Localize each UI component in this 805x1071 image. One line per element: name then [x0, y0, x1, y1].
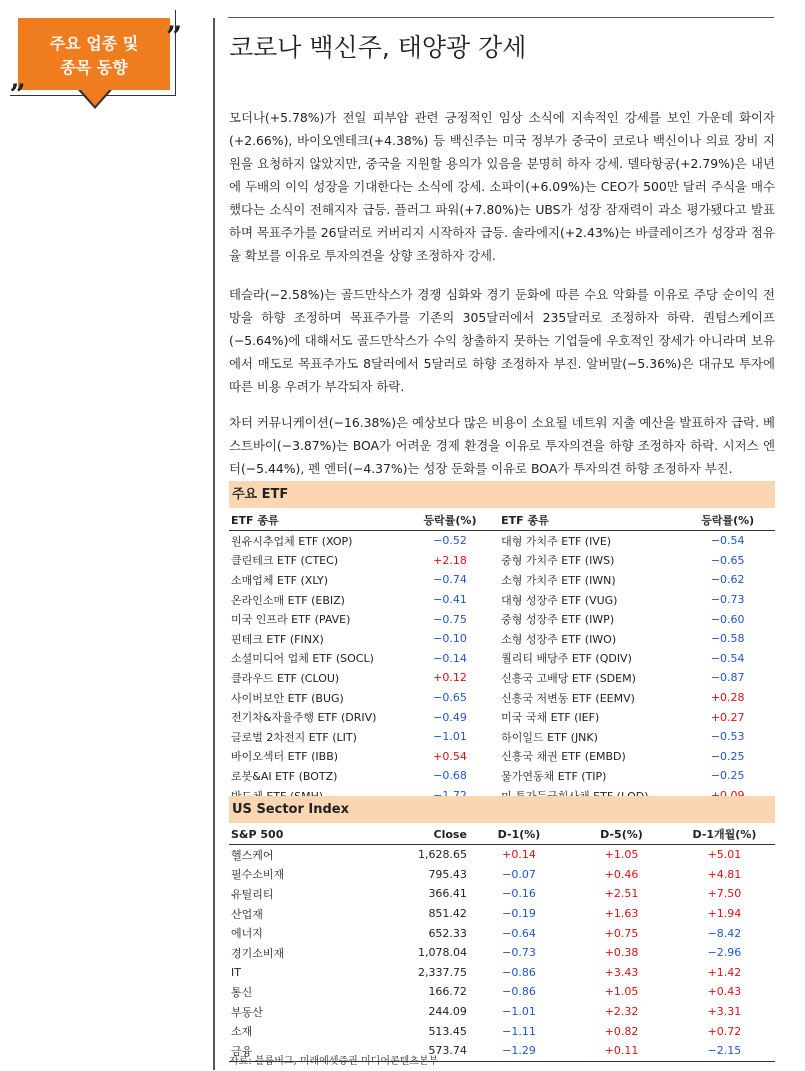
sector-change-cell: +0.14: [502, 848, 536, 862]
etf-change-cell: −0.68: [433, 769, 467, 783]
etf-col-name-1: ETF 종류: [229, 510, 401, 531]
etf-change-cell: −0.41: [433, 593, 467, 607]
sector-change-cell: −0.86: [502, 985, 536, 999]
sector-change-cell: +0.46: [604, 867, 639, 881]
etf-change-cell: +0.54: [433, 749, 467, 763]
etf-change-cell: +0.27: [710, 710, 745, 724]
sector-name-cell: 유틸리티: [231, 887, 274, 901]
sector-close-cell: 851.42: [428, 907, 467, 921]
etf-table-row: [229, 551, 775, 571]
etf-header-row: [229, 510, 775, 531]
etf-change-cell: −0.87: [710, 671, 745, 685]
etf-name-cell: 미국 인프라 ETF (PAVE): [231, 613, 351, 627]
etf-table-row: [229, 707, 775, 727]
sector-change-cell: −0.64: [502, 926, 536, 940]
sector-name-cell: IT: [231, 965, 241, 979]
etf-table-row: [229, 668, 775, 688]
etf-name-cell: 글로벌 2차전지 ETF (LIT): [231, 730, 357, 744]
etf-name-cell: 신흥국 고배당 ETF (SDEM): [501, 671, 636, 685]
sector-change-cell: +2.32: [604, 1005, 639, 1019]
etf-name-cell: 바이오섹터 ETF (IBB): [231, 750, 339, 764]
etf-name-cell: 원유시추업체 ETF (XOP): [231, 534, 353, 548]
etf-name-cell: 소셜미디어 업체 ETF (SOCL): [231, 652, 374, 666]
etf-table-row: [229, 688, 775, 708]
sector-col-m1: D-1개월(%): [674, 824, 775, 845]
badge-tail: [81, 90, 109, 106]
sector-close-cell: 652.33: [428, 926, 467, 940]
sector-table-row: [229, 884, 775, 904]
etf-name-cell: 클라우드 ETF (CLOU): [231, 671, 340, 685]
sector-change-cell: −8.42: [707, 926, 742, 940]
etf-name-cell: 중형 성장주 ETF (IWP): [501, 613, 615, 627]
sector-name-cell: 산업재: [231, 907, 263, 921]
sector-close-cell: 366.41: [428, 887, 467, 901]
sector-header-row: [229, 824, 775, 845]
etf-change-cell: −0.60: [710, 612, 745, 626]
etf-change-cell: −0.73: [710, 593, 745, 607]
etf-change-cell: +0.28: [710, 691, 745, 705]
sector-change-cell: +1.94: [707, 907, 742, 921]
sector-table-row: [229, 963, 775, 983]
etf-change-cell: −0.74: [433, 573, 467, 587]
sector-change-cell: +3.31: [707, 1005, 742, 1019]
etf-table-row: [229, 609, 775, 629]
etf-change-cell: −0.62: [710, 573, 745, 587]
sector-change-cell: −2.15: [674, 1041, 775, 1061]
sector-name-cell: 소재: [231, 1025, 253, 1039]
source-note: 자료: 블룸버그, 미래에셋증권 미디어콘텐츠본부: [229, 1056, 439, 1067]
top-rule: [228, 17, 774, 18]
paragraph-2: 테슬라(−2.58%)는 골드만삭스가 경쟁 심화와 경기 둔화에 따른 수요 악화를 이유로 주당 순이익 전망을 하향 조정하며 목표주가를 기존의 305달러에서 235달러로 조정하자 하락. 퀀텀스케이프(−5.64%)에 대해서도 골드만삭스가 수익 창출하지 못하는 기업들에 우호적인 장세가 아니라며 보유에서 매도로 목표주가도 8달러에서 5달러로 하향 조정하자 부진. 알버말(−5.36%)은 대규모 투자에 따른 비용 우려가 부각되자 하락.: [229, 287, 775, 394]
etf-name-cell: 소매업체 ETF (XLY): [231, 573, 328, 587]
sector-name-cell: 헬스케어: [231, 848, 274, 862]
etf-table-row: [229, 570, 775, 590]
sector-close-cell: 573.74: [377, 1041, 469, 1061]
etf-change-cell: −0.52: [433, 534, 467, 548]
sector-change-cell: −0.19: [502, 907, 536, 921]
sector-close-cell: 1,078.04: [417, 946, 467, 960]
paragraph-3: 차터 커뮤니케이션(−16.38%)은 예상보다 많은 비용이 소요될 네트워 지출 예산을 발표하자 급락. 베스트바이(−3.87%)는 BOA가 어려운 경제 환경을 이유로 투자의견을 하향 조정하자 하락. 시저스 엔터(−5.44%), 펜 엔터(−4.37%)는 성장 둔화를 이유로 BOA가 투자의견 하향 조정하자 부진.: [229, 415, 775, 476]
sector-name-cell: 경기소비재: [231, 946, 285, 960]
sector-table-row: [229, 943, 775, 963]
sector-col-d5: D-5(%): [569, 824, 674, 845]
sector-table-row: [229, 1021, 775, 1041]
etf-name-cell: 온라인소매 ETF (EBIZ): [231, 593, 345, 607]
sector-change-cell: +0.75: [604, 926, 639, 940]
sector-change-cell: +0.38: [604, 946, 639, 960]
etf-change-cell: +0.12: [433, 671, 467, 685]
etf-change-cell: +2.18: [433, 553, 467, 567]
sector-change-cell: +1.42: [707, 965, 742, 979]
sector-change-cell: −0.86: [502, 965, 536, 979]
vertical-divider: [213, 18, 215, 1070]
sector-name-cell: 부동산: [231, 1005, 263, 1019]
sector-table-row: [229, 982, 775, 1002]
sector-table-row: [229, 865, 775, 885]
etf-change-cell: −0.65: [710, 553, 745, 567]
sector-close-cell: 1,628.65: [417, 848, 467, 862]
sector-change-cell: +0.11: [569, 1041, 674, 1061]
etf-table-row: [229, 766, 775, 786]
sector-change-cell: +7.50: [707, 887, 742, 901]
etf-name-cell: 미국 국채 ETF (IEF): [501, 711, 600, 725]
sector-section-header: US Sector Index: [229, 796, 775, 823]
etf-change-cell: −0.58: [710, 632, 745, 646]
etf-table-row: [229, 727, 775, 747]
sector-change-cell: −1.01: [502, 1005, 536, 1019]
badge-line-2: 종목 동향: [60, 58, 128, 77]
sector-table: [229, 824, 775, 1062]
etf-change-cell: −0.49: [433, 710, 467, 724]
etf-change-cell: −0.14: [433, 651, 467, 665]
etf-change-cell: −0.10: [433, 632, 467, 646]
etf-name-cell: 사이버보안 ETF (BUG): [231, 691, 344, 705]
etf-change-cell: −0.54: [710, 534, 745, 548]
sector-close-cell: 2,337.75: [417, 965, 467, 979]
page-title: 코로나 백신주, 태양광 강세: [229, 33, 527, 62]
sector-change-cell: +0.43: [707, 985, 742, 999]
sector-change-cell: +0.82: [604, 1024, 639, 1038]
sector-close-cell: 166.72: [428, 985, 467, 999]
sector-change-cell: +1.05: [604, 848, 639, 862]
sector-change-cell: +1.63: [604, 907, 639, 921]
sector-name-cell: 에너지: [231, 927, 263, 941]
sector-change-cell: +0.72: [707, 1024, 742, 1038]
etf-table: [229, 510, 775, 806]
open-quote-icon: „: [10, 62, 27, 95]
etf-change-cell: −0.65: [433, 691, 467, 705]
close-quote-icon: ”: [166, 20, 183, 53]
etf-name-cell: 신흥국 채권 ETF (EMBD): [501, 750, 626, 764]
sector-name-cell: 통신: [231, 985, 253, 999]
etf-section-header: 주요 ETF: [229, 481, 775, 508]
etf-table-row: [229, 649, 775, 669]
etf-change-cell: −0.75: [433, 612, 467, 626]
sector-table-row: [229, 904, 775, 924]
sector-change-cell: −1.29: [469, 1041, 569, 1061]
sector-change-cell: −1.11: [502, 1024, 536, 1038]
etf-change-cell: −0.53: [710, 730, 745, 744]
sector-close-cell: 513.45: [428, 1024, 467, 1038]
etf-name-cell: 대형 성장주 ETF (VUG): [501, 593, 618, 607]
etf-change-cell: −1.01: [433, 730, 467, 744]
etf-change-cell: −0.25: [710, 749, 745, 763]
sector-table-row: [229, 845, 775, 865]
paragraph-1: 모더나(+5.78%)가 전일 피부암 관련 긍정적인 임상 소식에 지속적인 강세를 보인 가운데 화이자(+2.66%), 바이오엔테크(+4.38%) 등 백신주는 미국 정부가 중국이 코로나 백신이나 의료 장비 지원을 요청하지 않았지만, 중국을 지원할 용의가 있음을 분명히 하자 강세. 델타항공(+2.79%)은 내년에 두배의 이익 성장을 기대한다는 소식에 강세. 소파이(+6.09%)는 CEO가 500만 달러 주식을 매수했다는 소식이 전해지자 급등. 플러그 파워(+7.80%)는 UBS가 성장 잠재력이 과소 평가됐다고 발표하며 목표주가를 26달러로 커버리지 시작하자 급등. 솔라에지(+2.43%)는 바클레이즈가 성장과 점유율 확보를 이유로 투자의견을 상향 조정하자 강세.: [229, 110, 775, 263]
etf-name-cell: 대형 가치주 ETF (IVE): [501, 534, 612, 548]
etf-col-change-2: 등락률(%): [680, 510, 775, 531]
sector-name-cell: 금융: [229, 1041, 377, 1061]
etf-name-cell: 퀄리티 배당주 ETF (QDIV): [501, 652, 632, 666]
sector-table-row: [229, 923, 775, 943]
etf-table-row: [229, 747, 775, 767]
etf-name-cell: 핀테크 ETF (FINX): [231, 632, 324, 646]
etf-col-name-2: ETF 종류: [499, 510, 680, 531]
sector-table-row: [229, 1002, 775, 1022]
sector-change-cell: +3.43: [604, 965, 639, 979]
sector-change-cell: −2.96: [707, 946, 742, 960]
etf-col-change-1: 등락률(%): [401, 510, 499, 531]
etf-name-cell: 클린테크 ETF (CTEC): [231, 554, 339, 568]
etf-change-cell: −0.25: [710, 769, 745, 783]
badge-line-1: 주요 업종 및: [49, 34, 139, 53]
sector-close-cell: 244.09: [428, 1005, 467, 1019]
etf-name-cell: 로봇&AI ETF (BOTZ): [231, 769, 338, 783]
sector-col-name: S&P 500: [229, 824, 377, 845]
sector-change-cell: +1.05: [604, 985, 639, 999]
sector-name-cell: 필수소비재: [231, 868, 285, 882]
etf-name-cell: 소형 성장주 ETF (IWO): [501, 632, 617, 646]
sector-change-cell: +2.51: [604, 887, 639, 901]
section-badge: [18, 18, 170, 90]
etf-name-cell: 소형 가치주 ETF (IWN): [501, 573, 616, 587]
sector-change-cell: +4.81: [707, 867, 742, 881]
etf-name-cell: 중형 가치주 ETF (IWS): [501, 554, 615, 568]
etf-name-cell: 물가연동채 ETF (TIP): [501, 769, 607, 783]
etf-table-row: [229, 590, 775, 610]
etf-table-row: [229, 531, 775, 551]
sector-close-cell: 795.43: [428, 867, 467, 881]
etf-name-cell: 전기차&자율주행 ETF (DRIV): [231, 711, 377, 725]
sector-change-cell: −0.07: [502, 867, 536, 881]
sector-change-cell: −0.73: [502, 946, 536, 960]
etf-change-cell: −0.54: [710, 651, 745, 665]
sector-col-close: Close: [377, 824, 469, 845]
sector-col-d1: D-1(%): [469, 824, 569, 845]
etf-name-cell: 신흥국 저변동 ETF (EEMV): [501, 691, 635, 705]
sector-change-cell: −0.16: [502, 887, 536, 901]
sector-change-cell: +5.01: [707, 848, 742, 862]
etf-name-cell: 하이일드 ETF (JNK): [501, 730, 598, 744]
etf-table-row: [229, 629, 775, 649]
